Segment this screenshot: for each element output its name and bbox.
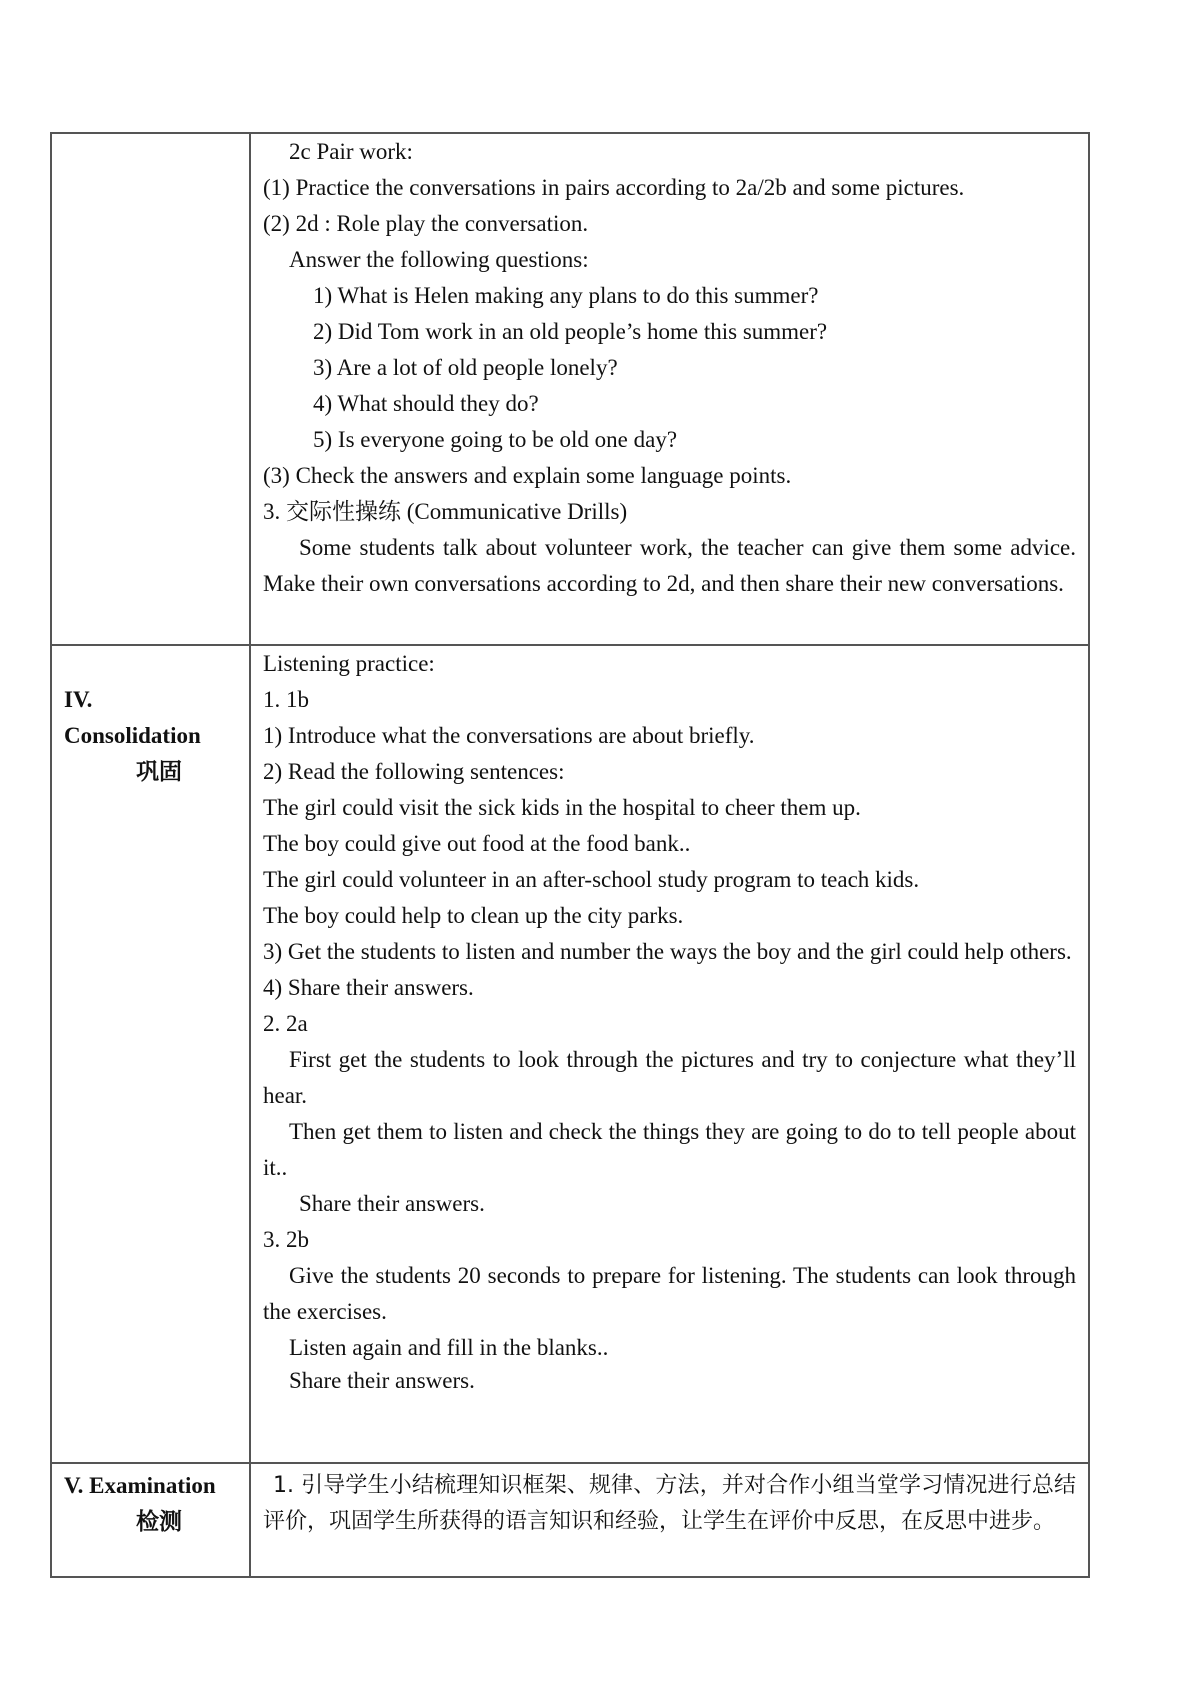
question-item: 3) Are a lot of old people lonely?: [313, 355, 618, 380]
question-item: 4) What should they do?: [313, 391, 539, 416]
question-item: 1) What is Helen making any plans to do this summer?: [313, 283, 819, 308]
content-line: 1. 1b: [263, 687, 309, 712]
stage-title-cn: 巩固: [136, 759, 182, 784]
stage-title: Consolidation: [64, 723, 201, 748]
paragraph: Some students talk about volunteer work, the teacher can give them some advice. Make their own conversations according to 2d, and then share their new conversations.: [263, 535, 1076, 596]
content-line: Listening practice:: [263, 651, 435, 676]
content-line: (1) Practice the conversations in pairs according to 2a/2b and some pictures.: [263, 175, 965, 200]
content-line: (3) Check the answers and explain some language points.: [263, 463, 792, 488]
content-line: 2) Read the following sentences:: [263, 759, 565, 784]
content-line: Share their answers.: [299, 1191, 485, 1216]
table-row: [51, 645, 1089, 1463]
sentence-item: The boy could help to clean up the city parks.: [263, 903, 684, 928]
paragraph: 1. 引导学生小结梳理知识框架、规律、方法，并对合作小组当堂学习情况进行总结评价，巩固学生所获得的语言知识和经验，让学生在评价中反思，在反思中进步。: [263, 1473, 1076, 1534]
paragraph: 3) Get the students to listen and number the ways the boy and the girl could help others.: [263, 939, 1072, 964]
stage-label-cell: [51, 1463, 250, 1577]
paragraph: Then get them to listen and check the things they are going to do to tell people about it..: [263, 1119, 1076, 1180]
paragraph: First get the students to look through the pictures and try to conjecture what they’ll hear.: [263, 1047, 1076, 1108]
lesson-plan-table: [50, 132, 1090, 1578]
stage-content-cell: [250, 133, 1089, 645]
sentence-item: The girl could visit the sick kids in the hospital to cheer them up.: [263, 795, 861, 820]
stage-title: V. Examination: [64, 1473, 216, 1498]
content-line: 2c Pair work:: [289, 139, 413, 164]
stage-label-cell: [51, 645, 250, 1463]
stage-label-cell: [51, 133, 250, 645]
content-line: Answer the following questions:: [289, 247, 589, 272]
stage-content-cell: [250, 1463, 1089, 1577]
content-line: 1) Introduce what the conversations are about briefly.: [263, 723, 755, 748]
content-line: Listen again and fill in the blanks..: [289, 1335, 609, 1360]
table-row: [51, 1463, 1089, 1577]
stage-title-cn: 检测: [136, 1509, 182, 1534]
content-line: 3. 交际性操练 (Communicative Drills): [263, 499, 628, 524]
content-line: 3. 2b: [263, 1227, 309, 1252]
content-line: Share their answers.: [289, 1368, 475, 1393]
table-row: [51, 133, 1089, 645]
question-item: 2) Did Tom work in an old people’s home this summer?: [313, 319, 828, 344]
content-line: 4) Share their answers.: [263, 975, 474, 1000]
paragraph: Give the students 20 seconds to prepare for listening. The students can look through the exercises.: [263, 1263, 1076, 1324]
sentence-item: The boy could give out food at the food bank..: [263, 831, 691, 856]
question-item: 5) Is everyone going to be old one day?: [313, 427, 678, 452]
stage-number: IV.: [64, 687, 93, 712]
content-line: 2. 2a: [263, 1011, 308, 1036]
sentence-item: The girl could volunteer in an after-school study program to teach kids.: [263, 867, 920, 892]
content-line: (2) 2d : Role play the conversation.: [263, 211, 589, 236]
stage-content-cell: [250, 645, 1089, 1463]
